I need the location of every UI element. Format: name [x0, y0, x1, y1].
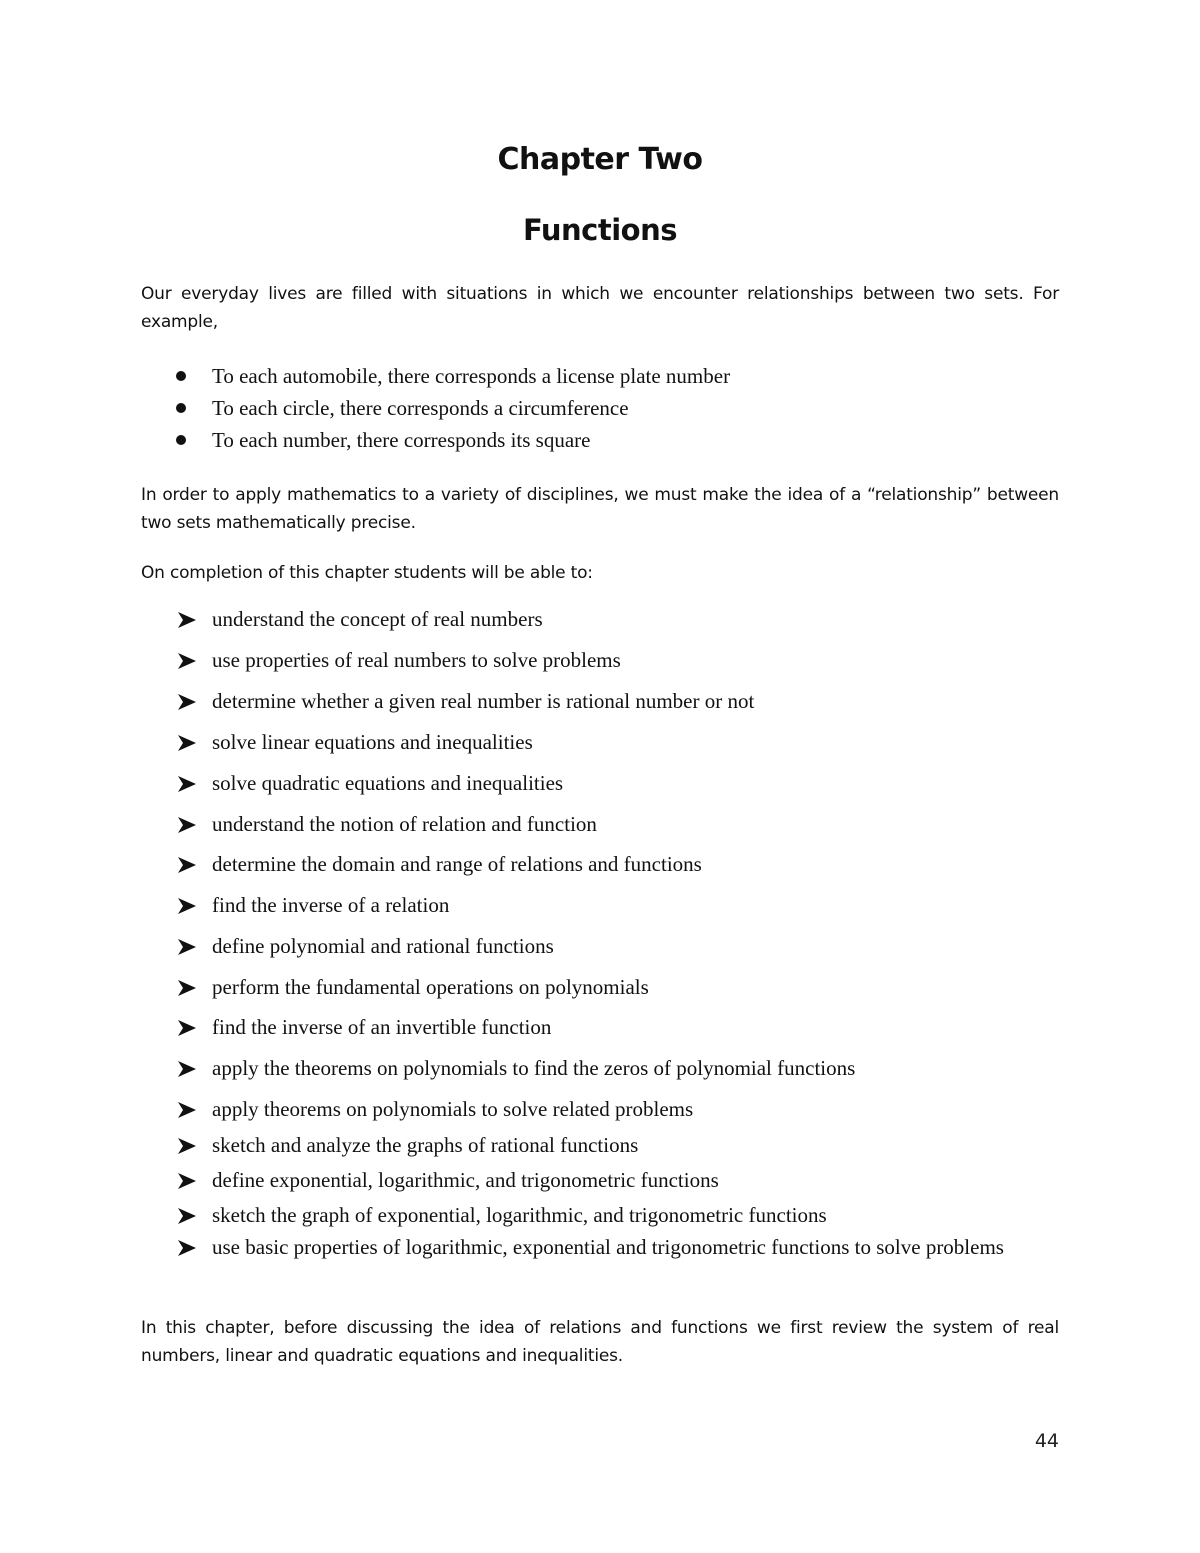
arrowhead-bullet-icon [176, 972, 198, 1003]
list-item [176, 1053, 1059, 1094]
page-number: 44 [1034, 1430, 1059, 1452]
list-item [176, 1232, 1059, 1263]
list-item [176, 1130, 1059, 1165]
list-item [176, 768, 1059, 809]
objective-text: find the inverse of a relation [212, 893, 450, 917]
list-item [176, 849, 1059, 890]
bullet-dot-icon [176, 403, 186, 413]
arrowhead-bullet-icon [176, 1053, 198, 1084]
arrowhead-bullet-icon [176, 686, 198, 717]
objective-text: perform the fundamental operations on polynomials [212, 975, 649, 999]
list-item [176, 1094, 1059, 1130]
arrowhead-bullet-icon [176, 727, 198, 758]
list-item [176, 890, 1059, 931]
closing-paragraph: In this chapter, before discussing the idea of relations and functions we first review the system of real numbers, linear and quadratic equations and inequalities. [141, 1318, 1059, 1366]
objective-text: apply the theorems on polynomials to find the zeros of polynomial functions [212, 1056, 856, 1080]
arrowhead-bullet-icon [176, 849, 198, 880]
objective-text: solve quadratic equations and inequalities [212, 771, 564, 795]
arrowhead-bullet-icon [176, 1232, 198, 1263]
list-item [176, 604, 1059, 645]
example-text: To each automobile, there corresponds a license plate number [212, 364, 731, 388]
bullet-dot-icon [176, 435, 186, 445]
list-item [176, 360, 730, 392]
arrowhead-bullet-icon [176, 645, 198, 676]
objective-text: determine the domain and range of relations and functions [212, 852, 702, 876]
objectives-list [176, 604, 1059, 1263]
arrowhead-bullet-icon [176, 604, 198, 635]
completion-paragraph: On completion of this chapter students will be able to: [141, 563, 593, 583]
list-item [176, 392, 730, 424]
list-item [176, 931, 1059, 972]
arrowhead-bullet-icon [176, 809, 198, 840]
objective-text: define polynomial and rational functions [212, 934, 554, 958]
examples-list [176, 360, 730, 456]
objective-text: apply theorems on polynomials to solve related problems [212, 1097, 694, 1121]
arrowhead-bullet-icon [176, 1012, 198, 1043]
list-item [176, 686, 1059, 727]
example-text: To each circle, there corresponds a circumference [212, 396, 629, 420]
list-item [176, 645, 1059, 686]
objective-text: determine whether a given real number is rational number or not [212, 689, 755, 713]
arrowhead-bullet-icon [176, 1200, 198, 1231]
objective-text: understand the notion of relation and function [212, 812, 597, 836]
intro-paragraph: Our everyday lives are filled with situations in which we encounter relationships between two sets. For example, [141, 284, 1059, 332]
list-item [176, 1200, 1059, 1232]
list-item [176, 809, 1059, 849]
arrowhead-bullet-icon [176, 768, 198, 799]
objective-text: find the inverse of an invertible function [212, 1015, 552, 1039]
chapter-title: Chapter Two [497, 142, 703, 177]
apply-paragraph: In order to apply mathematics to a variety of disciplines, we must make the idea of a “relationship” between two sets mathematically precise. [141, 485, 1059, 533]
arrowhead-bullet-icon [176, 1094, 198, 1125]
arrowhead-bullet-icon [176, 890, 198, 921]
arrowhead-bullet-icon [176, 1165, 198, 1196]
objective-text: use properties of real numbers to solve problems [212, 648, 621, 672]
list-item [176, 424, 730, 456]
list-item [176, 727, 1059, 768]
objective-text: define exponential, logarithmic, and trigonometric functions [212, 1168, 719, 1192]
list-item [176, 972, 1059, 1012]
objective-text: sketch and analyze the graphs of rational functions [212, 1133, 639, 1157]
example-text: To each number, there corresponds its square [212, 428, 591, 452]
arrowhead-bullet-icon [176, 931, 198, 962]
objective-text: sketch the graph of exponential, logarithmic, and trigonometric functions [212, 1203, 827, 1227]
section-title: Functions [523, 213, 677, 247]
list-item [176, 1165, 1059, 1200]
arrowhead-bullet-icon [176, 1130, 198, 1161]
bullet-dot-icon [176, 371, 186, 381]
objective-text: understand the concept of real numbers [212, 607, 543, 631]
list-item [176, 1012, 1059, 1053]
objective-text: solve linear equations and inequalities [212, 730, 533, 754]
objective-text: use basic properties of logarithmic, exponential and trigonometric functions to solve problems [212, 1235, 1004, 1259]
